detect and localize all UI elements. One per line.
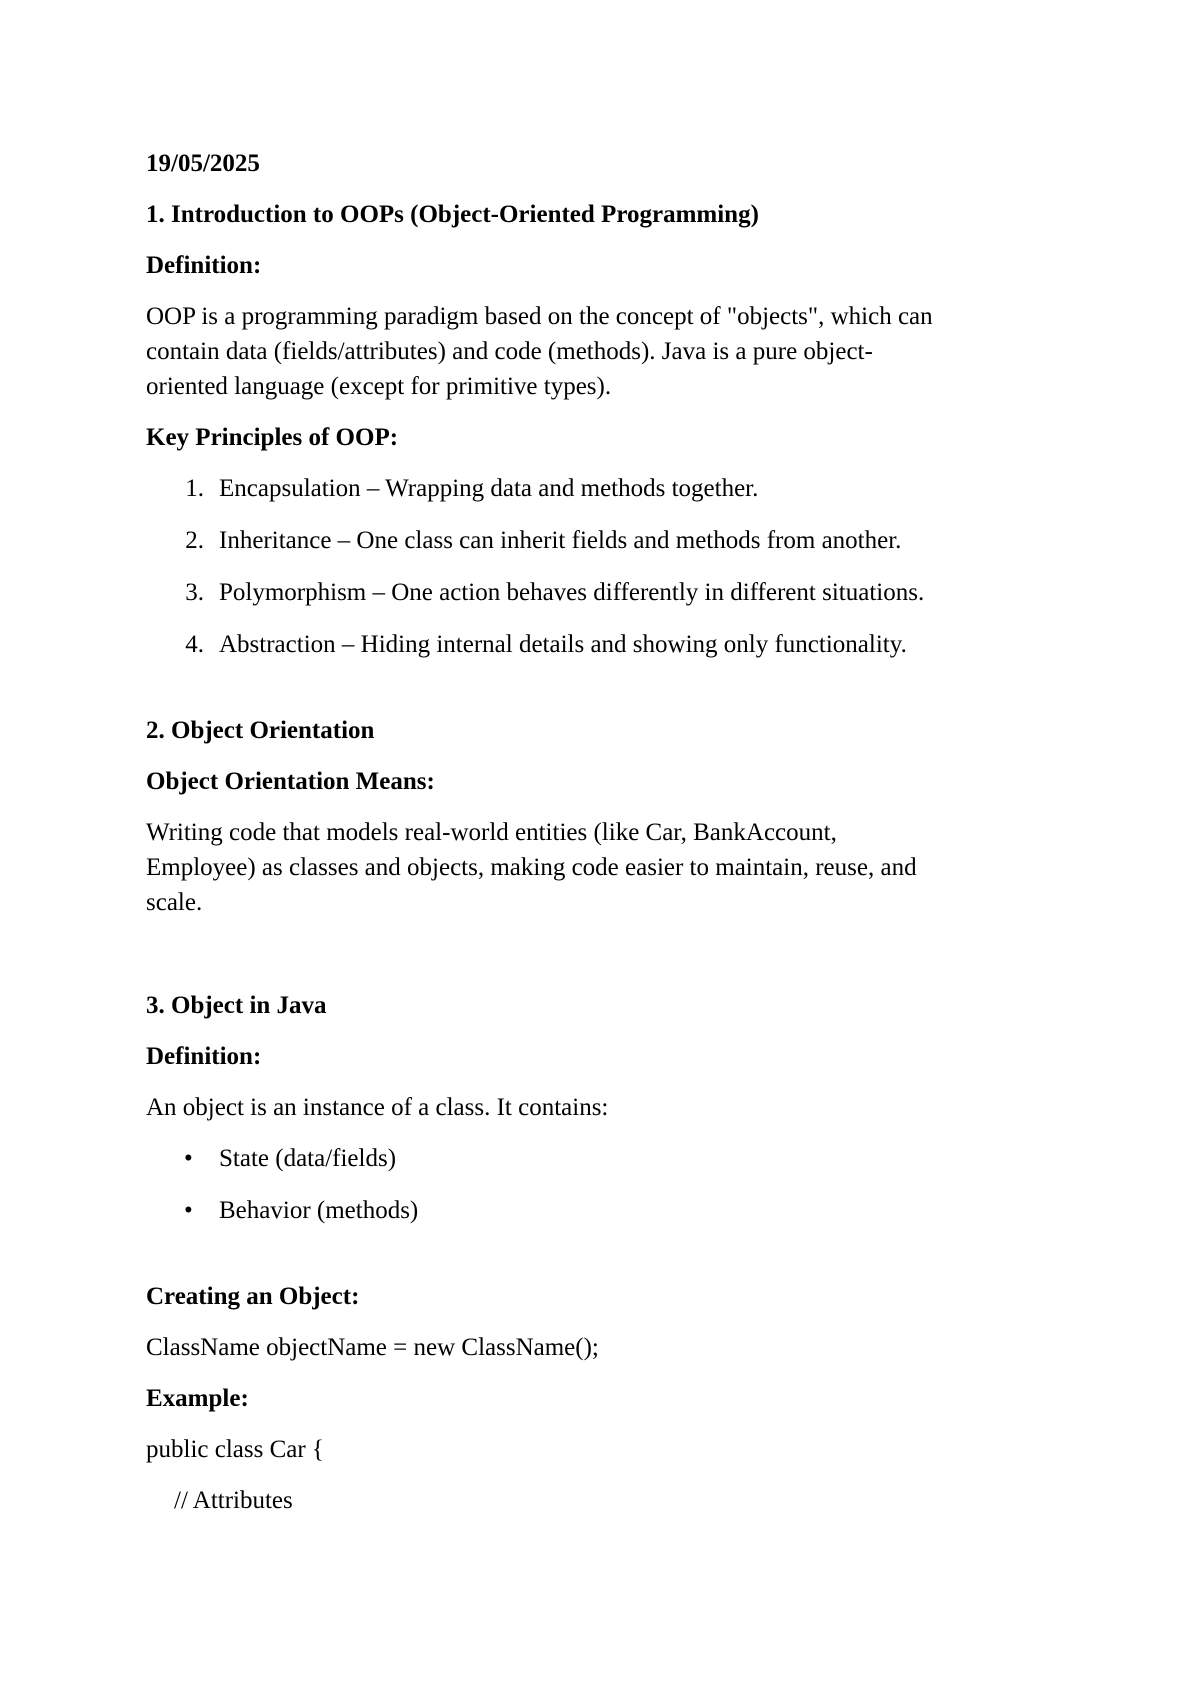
bullet-icon: • — [184, 1197, 193, 1224]
object-contents-list — [146, 1141, 1066, 1228]
list-item — [146, 627, 1066, 662]
section-2-paragraph — [146, 815, 1066, 920]
list-item-text: State (data/fields) — [219, 1145, 397, 1172]
list-item — [146, 575, 1066, 610]
creating-object-code: ClassName objectName = new ClassName(); — [146, 1334, 599, 1361]
list-number: 1. — [185, 475, 204, 502]
section-3-definition-text: An object is an instance of a class. It contains: — [146, 1094, 609, 1121]
spacer — [146, 679, 1066, 713]
list-item — [146, 1193, 1066, 1228]
list-item-text: Polymorphism – One action behaves differently in different situations. — [219, 579, 925, 606]
section-3-title: 3. Object in Java — [146, 992, 327, 1019]
list-number: 4. — [185, 631, 204, 658]
list-item — [146, 523, 1066, 558]
list-number: 2. — [185, 527, 204, 554]
list-item-text: Abstraction – Hiding internal details and showing only functionality. — [219, 631, 907, 658]
document-date: 19/05/2025 — [146, 150, 260, 177]
example-code-line: public class Car { — [146, 1436, 324, 1463]
list-number: 3. — [185, 579, 204, 606]
bullet-icon: • — [184, 1145, 193, 1172]
section-3-definition-label: Definition: — [146, 1043, 262, 1070]
paragraph-line: scale. — [146, 889, 203, 916]
paragraph-line: Writing code that models real-world entities (like Car, BankAccount, — [146, 819, 837, 846]
creating-object-label: Creating an Object: — [146, 1283, 360, 1310]
list-item-text: Behavior (methods) — [219, 1197, 419, 1224]
paragraph-line: Employee) as classes and objects, making code easier to maintain, reuse, and — [146, 854, 917, 881]
example-label: Example: — [146, 1385, 249, 1412]
section-1-definition-label: Definition: — [146, 252, 262, 279]
example-code-comment: // Attributes — [174, 1487, 293, 1514]
spacer — [146, 1245, 1066, 1279]
object-orientation-means-label: Object Orientation Means: — [146, 768, 435, 795]
section-1-definition-paragraph — [146, 299, 1066, 404]
document-content — [146, 146, 1066, 1534]
paragraph-line: oriented language (except for primitive types). — [146, 373, 612, 400]
list-item — [146, 471, 1066, 506]
key-principles-list — [146, 471, 1066, 662]
paragraph-line: contain data (fields/attributes) and code (methods). Java is a pure object- — [146, 338, 873, 365]
spacer — [146, 936, 1066, 988]
key-principles-label: Key Principles of OOP: — [146, 424, 399, 451]
list-item-text: Inheritance – One class can inherit fields and methods from another. — [219, 527, 902, 554]
section-2-title: 2. Object Orientation — [146, 717, 375, 744]
list-item-text: Encapsulation – Wrapping data and methods together. — [219, 475, 759, 502]
list-item — [146, 1141, 1066, 1176]
paragraph-line: OOP is a programming paradigm based on the concept of "objects", which can — [146, 303, 933, 330]
section-1-title: 1. Introduction to OOPs (Object-Oriented Programming) — [146, 201, 759, 228]
